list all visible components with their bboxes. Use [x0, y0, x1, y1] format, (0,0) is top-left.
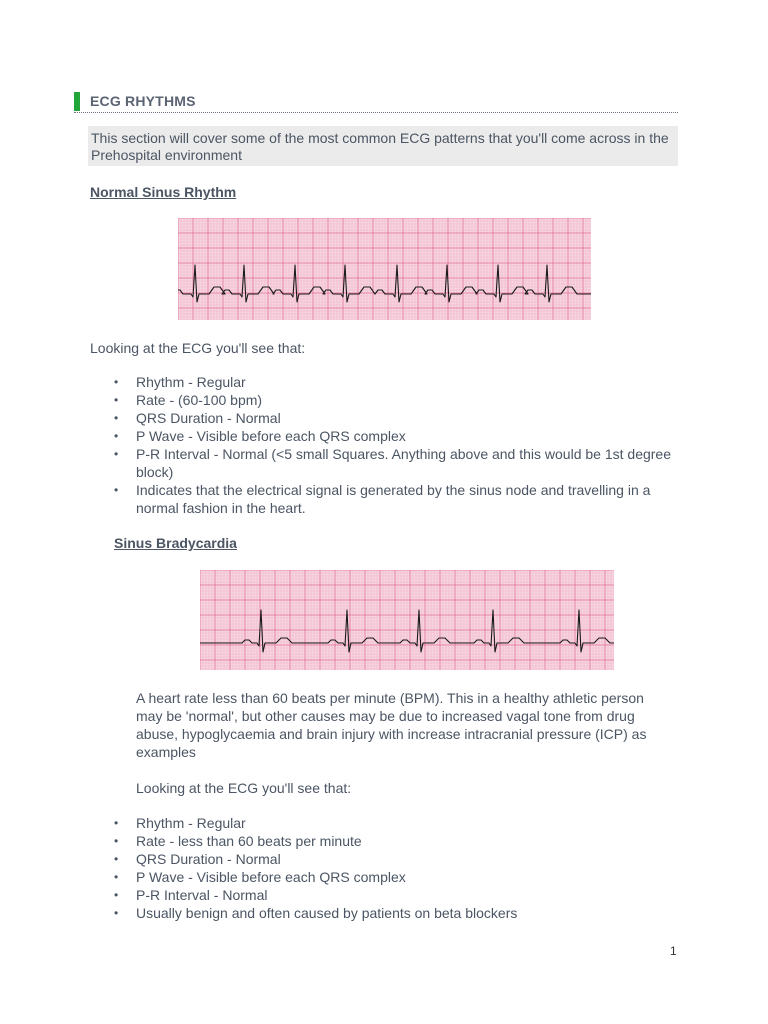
bullet-dot-icon: • — [114, 393, 119, 407]
bullet-text: Rhythm - Regular — [136, 374, 246, 390]
bullet-text: Rhythm - Regular — [136, 815, 246, 831]
bullet-item — [114, 814, 679, 832]
bullet-dot-icon: • — [114, 852, 119, 866]
bullet-item — [114, 427, 679, 445]
bullet-item — [114, 832, 679, 850]
bullet-item — [114, 373, 679, 391]
bullet-text: QRS Duration - Normal — [136, 410, 281, 426]
bullet-item — [114, 904, 679, 922]
sinus-brady-heading: Sinus Bradycardia — [114, 535, 237, 551]
bullet-dot-icon: • — [114, 906, 119, 920]
sinus-brady-lead: Looking at the ECG you'll see that: — [136, 780, 352, 796]
bullet-text: QRS Duration - Normal — [136, 851, 281, 867]
bullet-item — [114, 850, 679, 868]
bullet-text: Rate - less than 60 beats per minute — [136, 833, 362, 849]
bullet-dot-icon: • — [114, 429, 119, 443]
bullet-dot-icon: • — [114, 834, 119, 848]
page-number: 1 — [670, 944, 677, 958]
intro-text: This section will cover some of the most common ECG patterns that you'll come across in the Prehospital environment — [91, 130, 669, 163]
bullet-dot-icon: • — [114, 870, 119, 884]
normal-sinus-lead: Looking at the ECG you'll see that: — [90, 340, 306, 356]
bullet-dot-icon: • — [114, 375, 119, 389]
intro-box — [88, 126, 678, 166]
bullet-item — [114, 391, 679, 409]
bullet-text: Rate - (60-100 bpm) — [136, 392, 263, 408]
bullet-dot-icon: • — [114, 816, 119, 830]
normal-sinus-ecg-strip — [178, 218, 591, 320]
bullet-dot-icon: • — [114, 411, 119, 425]
normal-sinus-bullet-list — [114, 373, 679, 517]
bullet-text: P-R Interval - Normal (<5 small Squares. Anything above and this would be 1st degree block) — [136, 446, 672, 480]
bullet-dot-icon: • — [114, 483, 119, 497]
normal-sinus-heading: Normal Sinus Rhythm — [90, 184, 237, 200]
bullet-text: P Wave - Visible before each QRS complex — [136, 428, 406, 444]
section-header — [74, 92, 678, 113]
bullet-item — [114, 886, 679, 904]
bullet-text: Usually benign and often caused by patients on beta blockers — [136, 905, 518, 921]
section-title: ECG RHYTHMS — [90, 93, 196, 109]
bullet-item — [114, 445, 679, 481]
bullet-item — [114, 481, 679, 517]
sinus-brady-ecg-strip — [200, 570, 614, 670]
bullet-dot-icon: • — [114, 888, 119, 902]
bullet-item — [114, 868, 679, 886]
sinus-brady-bullet-list — [114, 814, 679, 922]
section-accent-bar — [74, 92, 80, 111]
bullet-dot-icon: • — [114, 447, 119, 461]
bullet-item — [114, 409, 679, 427]
bullet-text: P-R Interval - Normal — [136, 887, 268, 903]
bullet-text: P Wave - Visible before each QRS complex — [136, 869, 406, 885]
sinus-brady-description: A heart rate less than 60 beats per minute (BPM). This in a healthy athletic person may be 'normal', but other causes may be due to increased vagal tone from drug abuse, hypoglycaemia and brain injury with increase intracranial pressure (ICP) as examples — [136, 690, 647, 760]
bullet-text: Indicates that the electrical signal is generated by the sinus node and travelling in a normal fashion in the heart. — [136, 482, 651, 516]
